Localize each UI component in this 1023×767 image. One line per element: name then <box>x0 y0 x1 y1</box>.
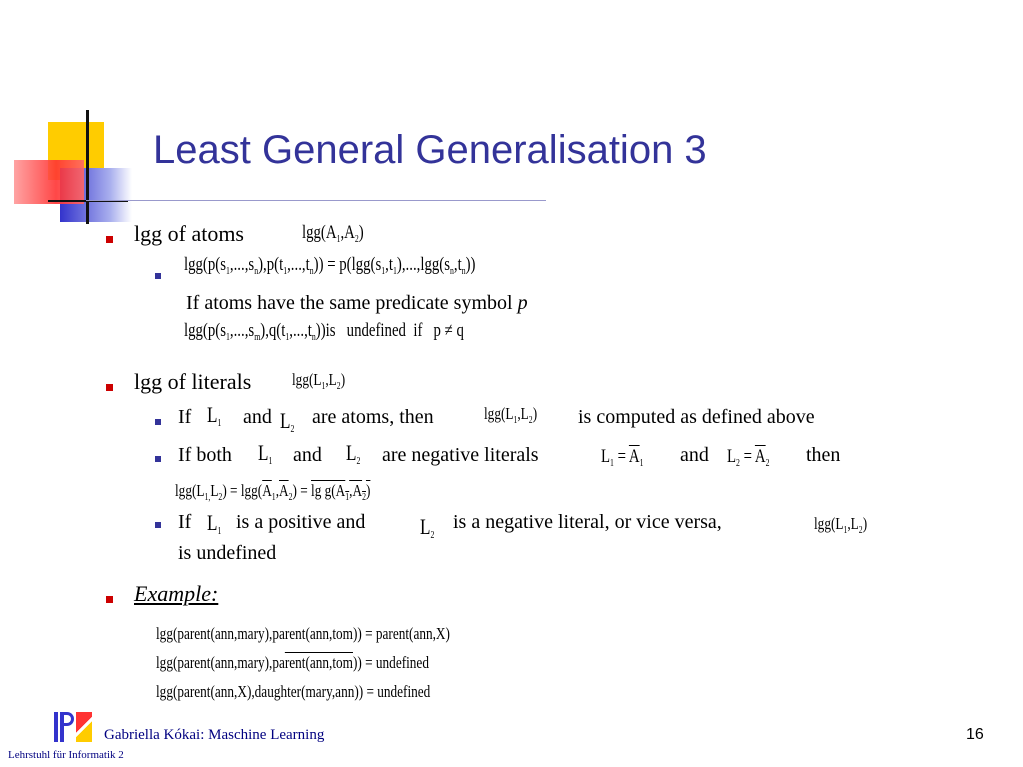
sub2-and-2: and <box>680 444 709 466</box>
example-formula-2: lgg(parent(ann,mary),parent(ann,tom)) = undefined <box>156 653 429 672</box>
bullet-lgg-atoms: lgg of atoms <box>134 221 244 246</box>
formula-lgg-l1-l2: $\lg g(L_1,L_2)$ <box>484 404 538 426</box>
example-formula-1: lgg(parent(ann,mary),parent(ann,tom)) = parent(ann,X) <box>156 624 450 643</box>
formula-l1-eq-not-a1: $L_1 = \overline{A}_1$ <box>601 446 644 469</box>
bullet-example: Example: <box>134 581 219 606</box>
symbol-l1: $L_1$ <box>258 440 273 467</box>
sub3-if: If <box>178 511 192 533</box>
sub3-negative: is a negative literal, or vice versa, <box>453 511 722 533</box>
footer-institute: Lehrstuhl für Informatik 2 <box>8 749 124 761</box>
sub2-if-both: If both <box>178 444 232 466</box>
formula-lgg-l1-l2: $\lg g(L_1,L_2)$ <box>814 514 868 536</box>
symbol-l1: $L_1$ <box>207 402 222 429</box>
bullet-marker <box>106 236 113 243</box>
note-same-predicate: If atoms have the same predicate symbol p <box>186 292 528 314</box>
sub-bullet-marker <box>155 522 161 528</box>
formula-lgg-l1-l2: $\lg g(L_1,L_2)$ <box>292 370 346 392</box>
bullet-marker <box>106 596 113 603</box>
sub-bullet-marker <box>155 273 161 279</box>
sub1-and: and <box>243 406 272 428</box>
symbol-l1: $L_1$ <box>207 510 222 537</box>
formula-lgg-atoms-same-predicate: $\lg g(p(s_1,...,s_n),p(t_1,...,t_n)) = p(\lg g(s_1,t_1),...,\lg g(s_n,t_n))$ <box>184 254 476 277</box>
sub1-if: If <box>178 406 192 428</box>
formula-lgg-negative-literals: $\lg g(L_{1,}L_2) = \lg g(\overline{A}_1,\overline{A}_2) = \lg g(A_1,A_2)$ <box>175 481 371 503</box>
slide-title: Least General Generalisation 3 <box>153 128 707 172</box>
formula-lgg-a1-a2: $\lg g(A_1,A_2)$ <box>302 222 364 245</box>
sub1-are-atoms: are atoms, then <box>312 406 434 428</box>
page-number: 16 <box>966 726 984 743</box>
bullet-marker <box>106 384 113 391</box>
sub2-then: then <box>806 444 841 466</box>
sub2-and: and <box>293 444 322 466</box>
footer-author: Gabriella Kókai: Maschine Learning <box>104 727 325 743</box>
sub3-is-undefined: is undefined <box>178 542 277 564</box>
sub2-negative-literals: are negative literals <box>382 444 539 466</box>
symbol-l2: $L_2$ <box>420 514 435 541</box>
formula-lgg-undefined-different-predicate: $\lg g(p(s_1,...,s_m),q(t_1,...,t_n))is$ undefined if p ≠ q <box>184 320 464 343</box>
sub-bullet-marker <box>155 419 161 425</box>
symbol-l2: $L_2$ <box>280 408 295 435</box>
sub-bullet-marker <box>155 456 161 462</box>
bullet-lgg-literals: lgg of literals <box>134 369 252 394</box>
sub1-computed: is computed as defined above <box>578 406 815 428</box>
formula-l2-eq-not-a2: $L_2 = \overline{A}_2$ <box>727 446 770 469</box>
sub3-positive: is a positive and <box>236 511 366 533</box>
example-formula-3: lgg(parent(ann,X),daughter(mary,ann)) = undefined <box>156 682 431 701</box>
symbol-l2: $L_2$ <box>346 440 361 467</box>
